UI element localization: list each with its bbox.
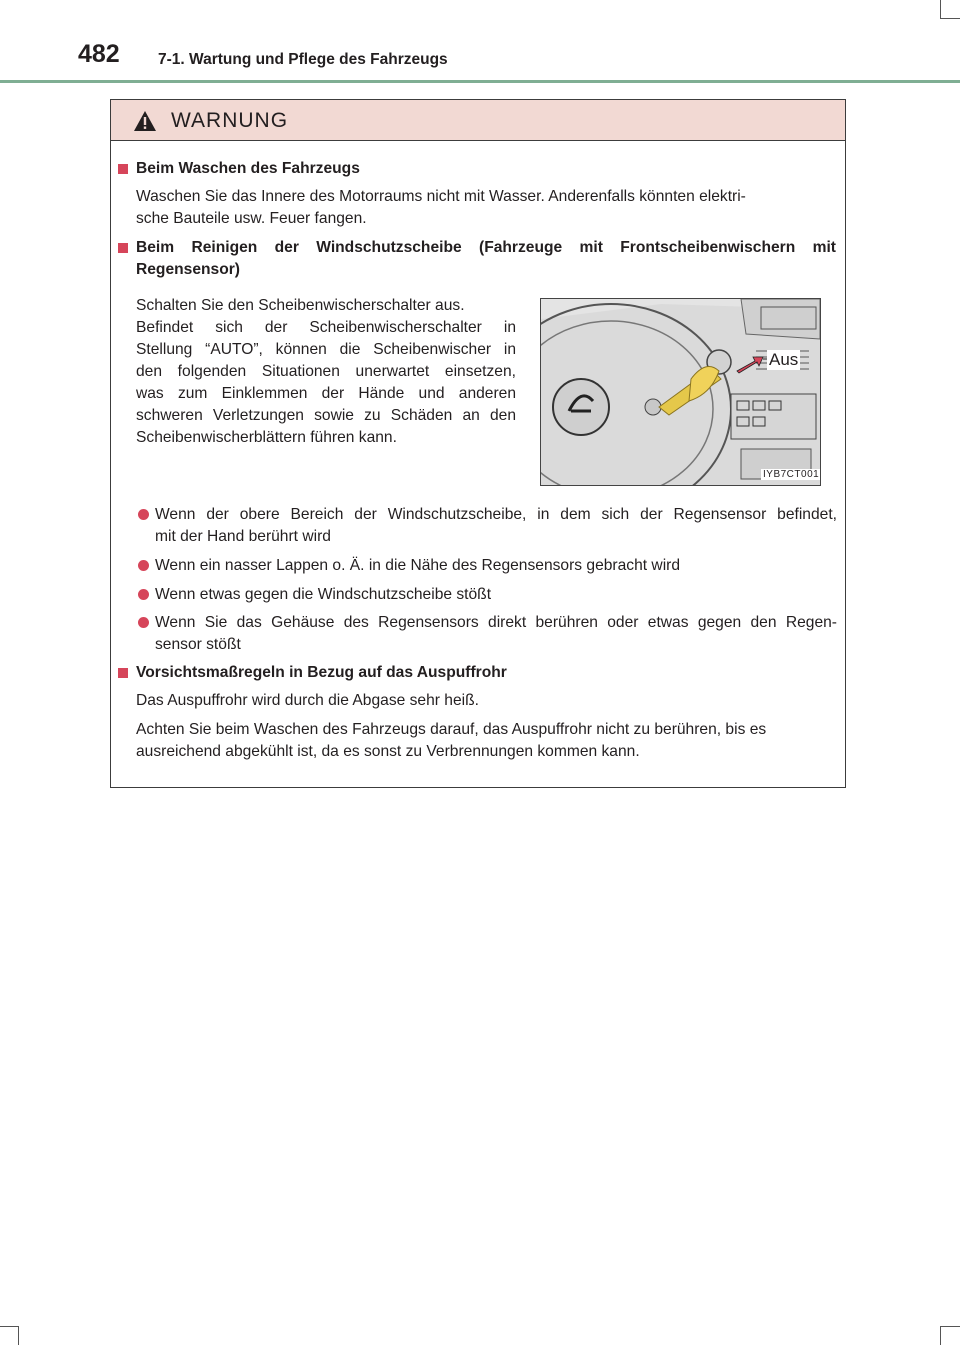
page-number: 482 [78,40,120,68]
bullet-line: Wenn etwas gegen die Windschutzscheibe stößt [155,586,492,603]
intro-line: Befindet sich der Scheibenwischerschalter in [136,319,516,336]
bullet-line: Wenn der obere Bereich der Windschutzscheibe, in dem sich der Regensensor befindet, [155,506,837,523]
paragraph-line: sche Bauteile usw. Feuer fangen. [136,210,367,227]
section-heading-exhaust: Vorsichtsmaßregeln in Bezug auf das Auspuffrohr [136,664,507,681]
section-heading-washing: Beim Waschen des Fahrzeugs [136,160,360,177]
bullet-line: Wenn ein nasser Lappen o. Ä. in die Nähe des Regensensors gebracht wird [155,557,681,574]
section-marker [118,243,128,253]
page-header [0,0,960,86]
bullet-line: Wenn Sie das Gehäuse des Regensensors direkt berühren oder etwas gegen den Regen- [155,614,837,631]
warning-header [111,100,845,141]
intro-line: den folgenden Situationen unerwartet einsetzen, [136,363,516,380]
figure-callout-off: Aus [769,350,799,369]
bullet-dot [138,589,149,600]
bullet-dot [138,560,149,571]
section-marker [118,668,128,678]
intro-line: Scheibenwischerblättern führen kann. [136,429,397,446]
section-heading-windshield-cont: Regensensor) [136,261,240,278]
warning-title: WARNUNG [171,109,289,132]
paragraph-line: ausreichend abgekühlt ist, da es sonst zu Verbrennungen kommen kann. [136,743,640,760]
paragraph-line: Achten Sie beim Waschen des Fahrzeugs darauf, das Auspuffrohr nicht zu berühren, bis es [136,721,767,738]
dashboard-drawing [541,299,820,485]
section-heading-windshield: Beim Reinigen der Windschutzscheibe (Fahrzeuge mit Frontscheibenwischern mit [136,239,836,256]
warning-triangle-icon [133,110,157,132]
intro-line: schweren Verletzungen sowie zu Schäden an den [136,407,516,424]
bullet-dot [138,617,149,628]
bullet-dot [138,509,149,520]
crop-mark [940,1326,941,1345]
paragraph-line: Waschen Sie das Innere des Motorraums nicht mit Wasser. Anderenfalls könnten elektri- [136,188,746,205]
section-marker [118,164,128,174]
crop-mark [18,1326,19,1345]
bullet-line: mit der Hand berührt wird [155,528,331,545]
header-rule [0,80,960,83]
wiper-switch-illustration [540,298,821,486]
crop-mark [0,1326,18,1327]
chapter-title: 7-1. Wartung und Pflege des Fahrzeugs [158,51,448,68]
intro-line: Schalten Sie den Scheibenwischerschalter aus. [136,297,465,314]
figure-code: IYB7CT001 [763,469,820,480]
intro-line: Stellung “AUTO”, können die Scheibenwischer in [136,341,516,358]
crop-mark [940,1326,960,1327]
paragraph-line: Das Auspuffrohr wird durch die Abgase sehr heiß. [136,692,479,709]
intro-line: was zum Einklemmen der Hände und anderen [136,385,516,402]
bullet-line: sensor stößt [155,636,241,653]
